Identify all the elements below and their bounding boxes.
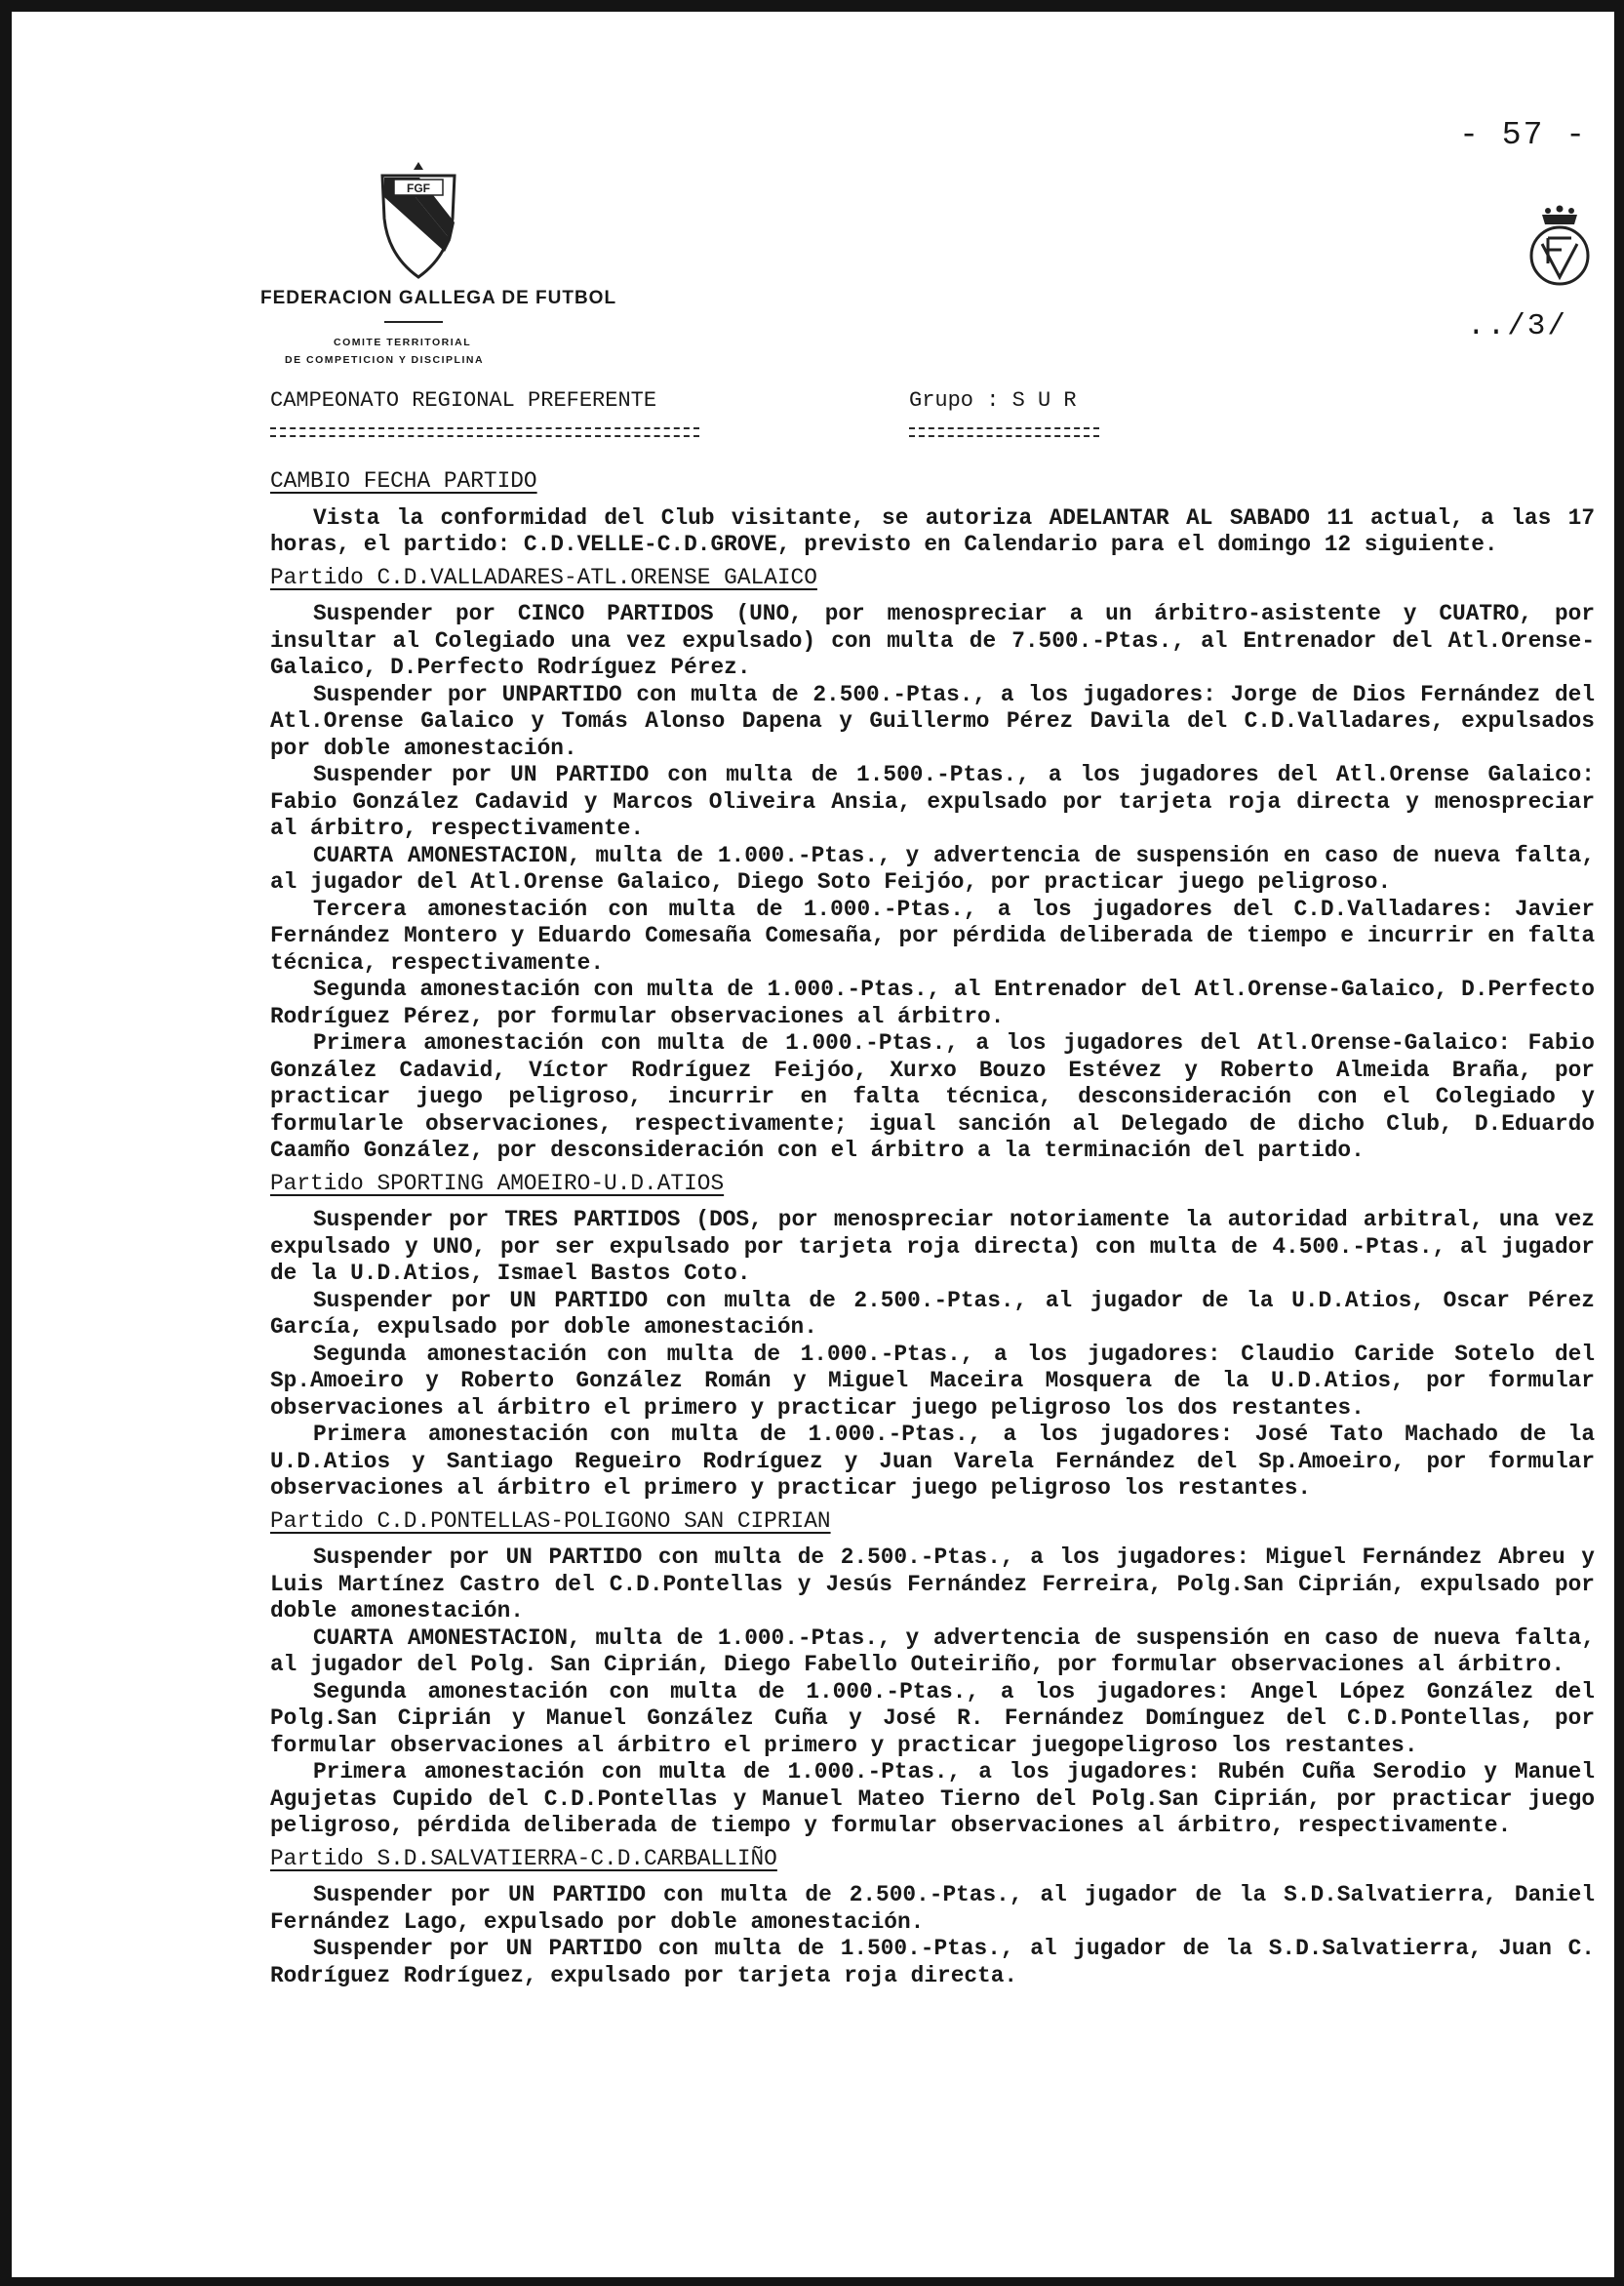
resolution-paragraph: Suspender por UN PARTIDO con multa de 2.500.-Ptas., al jugador de la U.D.Atios, Oscar Pérez García, expulsado por doble amonestación. [270,1287,1595,1340]
section-heading: Partido SPORTING AMOEIRO-U.D.ATIOS [270,1170,725,1196]
section-heading: Partido C.D.PONTELLAS-POLIGONO SAN CIPRIAN [270,1507,831,1534]
resolution-paragraph: Suspender por UN PARTIDO con multa de 2.500.-Ptas., a los jugadores: Miguel Fernández Abreu y Luis Martínez Castro del C.D.Pontellas y Jesús Fernández Ferreira, Polg.San Ciprián, expulsado por doble amonestación. [270,1544,1595,1624]
group-double-rule [909,427,1099,437]
resolution-paragraph: Primera amonestación con multa de 1.000.-Ptas., a los jugadores del Atl.Orense-Galaico: Fabio González Cadavid, Víctor Rodríguez Feijóo, Xurxo Bouzo Estévez y Roberto Almeida Braña, por practicar juego peligroso, incurrir en falta técnica, desconsideración con el Colegiado y formularle observaciones, respectivamente; igual sanción al Delegado de dicho Club, D.Eduardo Caamño González, por desconsideración con el árbitro a la terminación del partido. [270,1030,1595,1163]
section-heading: Partido C.D.VALLADARES-ATL.ORENSE GALAICO [270,564,817,590]
continuation-mark: ../3/ [1466,309,1567,343]
section-match-salvatierra [270,1846,1595,1990]
resolution-paragraph: Segunda amonestación con multa de 1.000.-Ptas., al Entrenador del Atl.Orense-Galaico, D.Perfecto Rodríguez Pérez, por formular observaciones al árbitro. [270,977,1595,1029]
royal-emblem-icon [1528,205,1591,289]
resolution-paragraph: Primera amonestación con multa de 1.000.-Ptas., a los jugadores: Rubén Cuña Serodio y Manuel Agujetas Cupido del C.D.Pontellas y Manuel Mateo Tierno del Polg.San Ciprián, por practicar juego peligroso, pérdida deliberada de tiempo y formular observaciones al árbitro, respectivamente. [270,1759,1595,1838]
committee-name-line1: COMITE TERRITORIAL [334,337,472,348]
resolution-paragraph: CUARTA AMONESTACION, multa de 1.000.-Ptas., y advertencia de suspensión en caso de nueva falta, al jugador del Polg. San Ciprián, Diego Fabello Outeiriño, por formular observaciones al árbitro. [270,1624,1595,1677]
section-date-change [270,468,1595,559]
header-divider [384,321,443,323]
resolution-paragraph: Suspender por UN PARTIDO con multa de 1.500.-Ptas., a los jugadores del Atl.Orense Galaico: Fabio González Cadavid y Marcos Oliveira Ansia, expulsado por tarjeta roja directa y menospreciar al árbitro, respectivamente. [270,762,1595,841]
resolution-paragraph: Suspender por UN PARTIDO con multa de 2.500.-Ptas., al jugador de la S.D.Salvatierra, Daniel Fernández Lago, expulsado por doble amonestación. [270,1882,1595,1935]
section-match-amoeiro [270,1171,1595,1503]
resolution-paragraph: Segunda amonestación con multa de 1.000.-Ptas., a los jugadores: Angel López González del Polg.San Ciprián y Manuel González Cuña y José R. Fernández Domínguez del C.D.Pontellas, por formular observaciones al árbitro el primero y practicar juegopeligroso los restantes. [270,1678,1595,1758]
federation-name: FEDERACION GALLEGA DE FUTBOL [260,288,617,308]
resolution-paragraph: Suspender por CINCO PARTIDOS (UNO, por menospreciar a un árbitro-asistente y CUATRO, por insultar al Colegiado una vez expulsado) con multa de 7.500.-Ptas., al Entrenador del Atl.Orense-Galaico, D.Perfecto Rodríguez Pérez. [270,601,1595,680]
document-page [12,12,1614,2277]
championship-double-rule [270,427,699,437]
resolution-paragraph: CUARTA AMONESTACION, multa de 1.000.-Ptas., y advertencia de suspensión en caso de nueva falta, al jugador del Atl.Orense Galaico, Diego Soto Feijóo, por practicar juego peligroso. [270,842,1595,895]
resolution-paragraph: Segunda amonestación con multa de 1.000.-Ptas., a los jugadores: Claudio Caride Sotelo del Sp.Amoeiro y Roberto González Román y Miguel Maceira Mosquera de la U.D.Atios, por formular observaciones al árbitro el primero y practicar juego peligroso los dos restantes. [270,1341,1595,1421]
committee-name-line2: DE COMPETICION Y DISCIPLINA [285,354,485,366]
resolutions-body [270,468,1595,1989]
resolution-paragraph: Tercera amonestación con multa de 1.000.-Ptas., a los jugadores del C.D.Valladares: Javier Fernández Montero y Eduardo Comesaña Comesaña, por pérdida deliberada de tiempo e incurrir en falta técnica, respectivamente. [270,896,1595,976]
federation-crest-icon [376,158,460,281]
crest-letters: FGF [407,181,430,195]
resolution-paragraph: Suspender por UNPARTIDO con multa de 2.500.-Ptas., a los jugadores: Jorge de Dios Fernández del Atl.Orense Galaico y Tomás Alonso Dapena y Guillermo Pérez Davila del C.D.Valladares, expulsados por doble amonestación. [270,681,1595,761]
section-heading: CAMBIO FECHA PARTIDO [270,468,537,494]
page-number: - 57 - [1459,117,1587,153]
resolution-paragraph: Suspender por TRES PARTIDOS (DOS, por menospreciar notoriamente la autoridad arbitral, una vez expulsado y UNO, por ser expulsado por tarjeta roja directa) con multa de 4.500.-Ptas., al jugador de la U.D.Atios, Ismael Bastos Coto. [270,1207,1595,1286]
section-match-valladares [270,565,1595,1165]
section-match-pontellas [270,1508,1595,1840]
section-heading: Partido S.D.SALVATIERRA-C.D.CARBALLIÑO [270,1845,777,1871]
group-label: Grupo : S U R [909,388,1077,413]
resolution-paragraph: Vista la conformidad del Club visitante, se autoriza ADELANTAR AL SABADO 11 actual, a las 17 horas, el partido: C.D.VELLE-C.D.GROVE, previsto en Calendario para el domingo 12 siguiente. [270,504,1595,557]
resolution-paragraph: Suspender por UN PARTIDO con multa de 1.500.-Ptas., al jugador de la S.D.Salvatierra, Juan C. Rodríguez Rodríguez, expulsado por tarjeta roja directa. [270,1936,1595,1988]
section-heading-row [270,565,1595,592]
section-heading-row [270,1508,1595,1536]
championship-title: CAMPEONATO REGIONAL PREFERENTE [270,388,657,413]
resolution-paragraph: Primera amonestación con multa de 1.000.-Ptas., a los jugadores: José Tato Machado de la U.D.Atios y Santiago Regueiro Rodríguez y Juan Varela Fernández del Sp.Amoeiro, por formular observaciones al árbitro el primero y practicar juego peligroso los restantes. [270,1422,1595,1501]
